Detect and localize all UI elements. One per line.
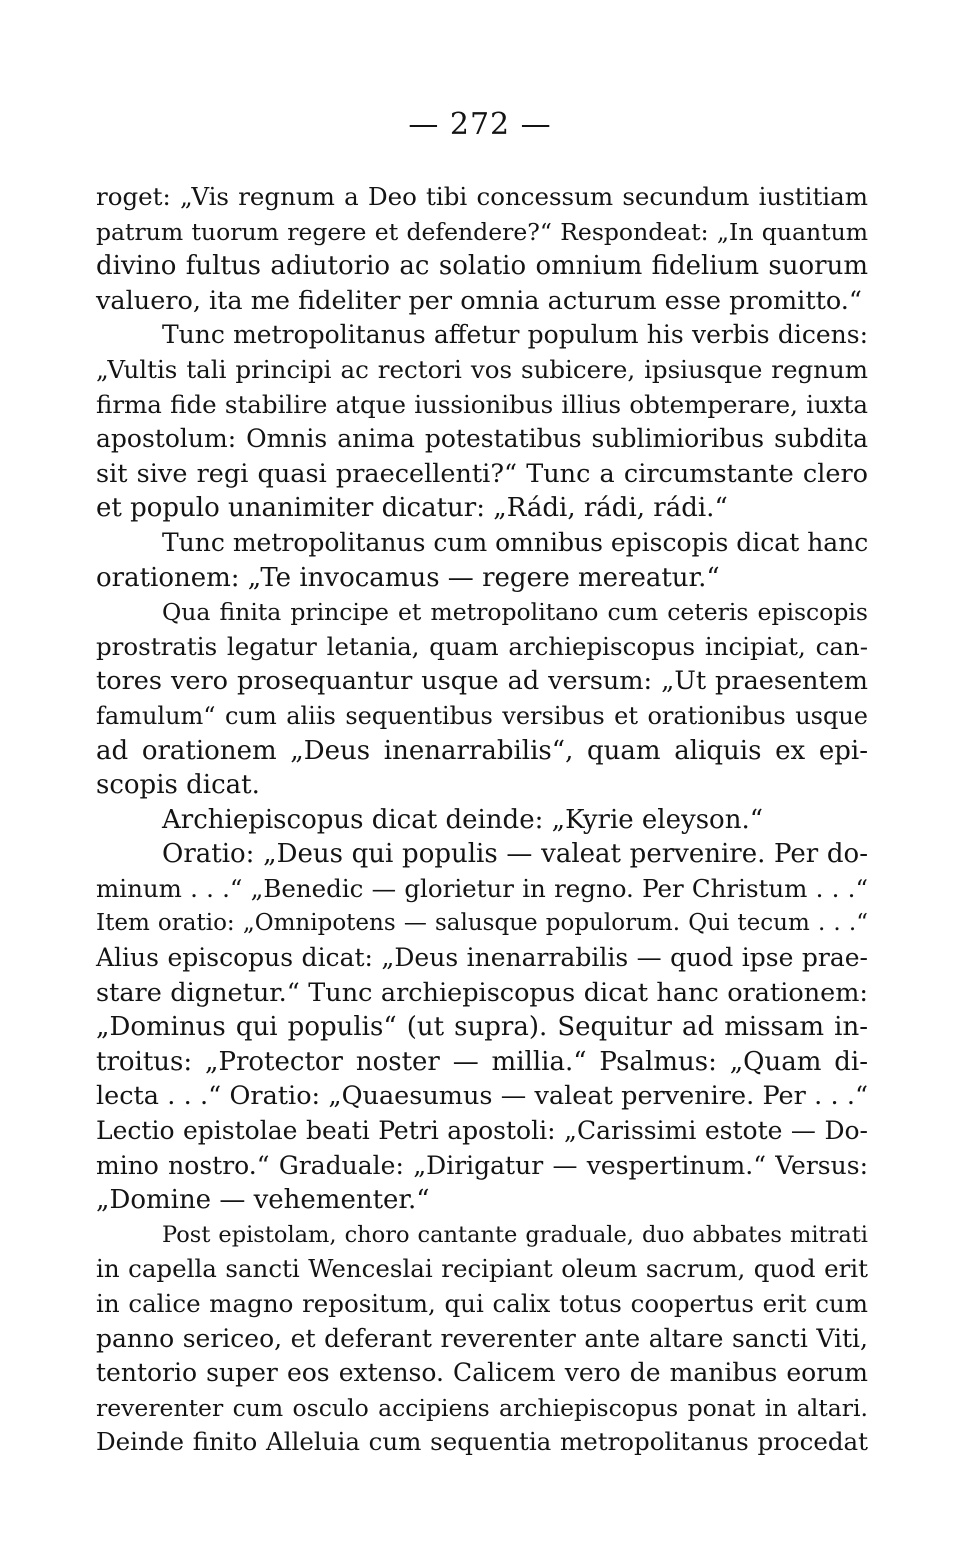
- text-line: orationem: „Te invocamus — regere mereatur.“: [96, 562, 720, 593]
- text-line: scopis dicat.: [96, 770, 260, 801]
- text-line: Alius episcopus dicat: „Deus inenarrabilis — quod ipse prae-: [96, 943, 868, 973]
- text-line: roget: „Vis regnum a Deo tibi concessum secundum iustitiam: [96, 182, 868, 211]
- paragraph: [96, 837, 868, 1218]
- text-line: minum . . .“ „Benedic — glorietur in regno. Per Christum . . .“: [96, 873, 868, 903]
- text-line: famulum“ cum aliis sequentibus versibus et orationibus usque: [96, 701, 868, 730]
- text-line: Post epistolam, choro cantante graduale, duo abbates mitrati: [162, 1221, 868, 1248]
- text-line: „Dominus qui populis“ (ut supra). Sequitur ad missam in-: [96, 1012, 868, 1043]
- text-line: Deinde finito Alleluia cum sequentia metropolitanus procedat: [96, 1427, 868, 1457]
- text-line: Item oratio: „Omnipotens — salusque populorum. Qui tecum . . .“: [96, 910, 868, 937]
- text-line: prostratis legatur letania, quam archiepiscopus incipiat, can-: [96, 631, 868, 661]
- paragraph: [96, 180, 868, 318]
- text-line: troitus: „Protector noster — millia.“ Psalmus: „Quam di-: [96, 1046, 868, 1077]
- text-line: apostolum: Omnis anima potestatibus sublimioribus subdita: [96, 424, 868, 454]
- text-line: et populo unanimiter dicatur: „Rádi, rádi, rádi.“: [96, 493, 728, 524]
- text-line: Lectio epistolae beati Petri apostoli: „Carissimi estote — Do-: [96, 1116, 868, 1146]
- text-line: panno sericeo, et deferant reverenter ante altare sancti Viti,: [96, 1323, 868, 1353]
- text-line: firma fide stabilire atque iussionibus illius obtemperare, iuxta: [96, 389, 868, 419]
- text-line: tentorio super eos extenso. Calicem vero de manibus eorum: [96, 1358, 868, 1388]
- text-line: Oratio: „Deus qui populis — valeat pervenire. Per do-: [162, 839, 868, 870]
- text-line: in capella sancti Wenceslai recipiant oleum sacrum, quod erit: [96, 1254, 868, 1284]
- text-line: „Vultis tali principi ac rectori vos subicere, ipsiusque regnum: [96, 354, 868, 384]
- text-line: Tunc metropolitanus cum omnibus episcopis dicat hanc: [162, 527, 869, 557]
- text-line: stare dignetur.“ Tunc archiepiscopus dicat hanc orationem:: [96, 977, 868, 1008]
- body-text: [96, 180, 868, 1460]
- text-line: Tunc metropolitanus affetur populum his verbis dicens:: [162, 320, 868, 350]
- paragraph: [96, 526, 868, 595]
- text-line: mino nostro.“ Graduale: „Dirigatur — vespertinum.“ Versus:: [96, 1150, 868, 1180]
- text-line: valuero, ita me fideliter per omnia acturum esse promitto.“: [96, 285, 862, 316]
- paragraph: [96, 318, 868, 526]
- text-line: Qua finita principe et metropolitano cum ceteris episcopis: [162, 598, 868, 627]
- text-line: „Domine — vehementer.“: [96, 1185, 430, 1216]
- text-line: tores vero prosequantur usque ad versum: „Ut praesentem: [96, 666, 868, 697]
- paragraph: [96, 595, 868, 803]
- paragraph: [96, 1218, 868, 1460]
- paragraph: [96, 803, 868, 838]
- text-line: Archiepiscopus dicat deinde: „Kyrie eleyson.“: [162, 804, 763, 835]
- text-line: divino fultus adiutorio ac solatio omnium fidelium suorum: [96, 251, 868, 282]
- text-line: patrum tuorum regere et defendere?“ Respondeat: „In quantum: [96, 217, 868, 246]
- text-line: lecta . . .“ Oratio: „Quaesumus — valeat pervenire. Per . . .“: [96, 1081, 868, 1112]
- text-line: ad orationem „Deus inenarrabilis“, quam aliquis ex epi-: [96, 735, 868, 766]
- page-number: — 272 —: [408, 107, 552, 142]
- text-line: in calice magno repositum, qui calix totus coopertus erit cum: [96, 1289, 868, 1318]
- text-line: reverenter cum osculo accipiens archiepiscopus ponat in altari.: [96, 1393, 868, 1422]
- text-line: sit sive regi quasi praecellenti?“ Tunc a circumstante clero: [96, 458, 868, 489]
